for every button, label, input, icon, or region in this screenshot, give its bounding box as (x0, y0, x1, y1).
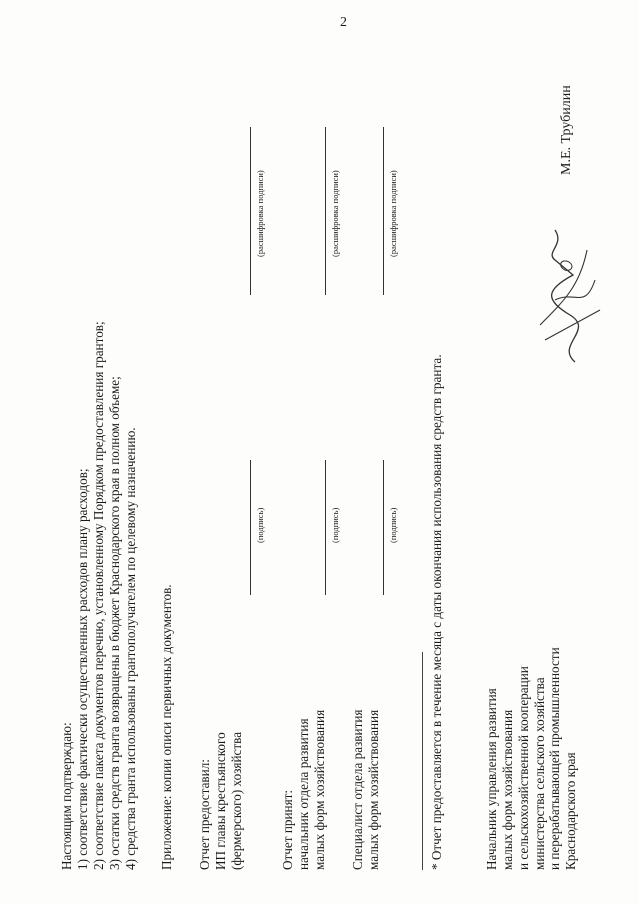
signer-2-sign-caption: (подпись) (330, 507, 340, 543)
confirm-item-3: 3) остатки средств гранта возвращены в бюджет Краснодарского края в полном объеме; (107, 376, 122, 870)
signer-3-decode-caption: (расшифровка подписи) (388, 170, 398, 257)
rotated-document-body (60, 10, 639, 870)
signer-1-title: Отчет предоставил: ИП главы крестьянского (фермерского) хозяйства (197, 731, 244, 870)
signer-1-sign-caption: (подпись) (255, 507, 265, 543)
signer-1-sign-line (250, 460, 251, 595)
handwritten-signature (525, 220, 615, 370)
signer-2-decode-caption: (расшифровка подписи) (330, 170, 340, 257)
signer-1-decode-line (250, 127, 251, 295)
signer-1-decode-caption: (расшифровка подписи) (255, 170, 265, 257)
chief-name: М.Е. Трубилин (559, 85, 574, 175)
page-number: 2 (340, 15, 347, 30)
signer-3-decode-line (383, 127, 384, 295)
signer-2-title: Отчет принят: начальник отдела развития малых форм хозяйствования (280, 709, 327, 870)
confirm-item-2: 2) соответствие пакета документов перечню, установленному Порядком предоставления грантов; (91, 321, 106, 870)
signer-3-sign-caption: (подпись) (388, 507, 398, 543)
chief-title: Начальник управления развития малых форм хозяйствования и сельскохозяйственной кооперации министерства сельского хозяйства и перерабатывающей промышленности Краснодарского края (484, 647, 579, 870)
confirm-item-1: 1) соответствие фактически осуществленных расходов плану расходов; (75, 468, 90, 870)
signer-3-title: Специалист отдела развития малых форм хозяйствования (350, 709, 381, 870)
confirm-heading: Настоящим подтверждаю: (59, 722, 74, 870)
footnote-rule (422, 652, 423, 870)
footnote: * Отчет предоставляется в течение месяца с даты окончания использования средств гранта. (429, 354, 444, 870)
attachment-note: Приложение: копии описи первичных документов. (159, 584, 174, 870)
confirm-item-4: 4) средства гранта использованы грантополучателем по целевому назначению. (123, 427, 138, 870)
signer-2-decode-line (325, 127, 326, 295)
signer-3-sign-line (383, 460, 384, 595)
signer-2-sign-line (325, 460, 326, 595)
